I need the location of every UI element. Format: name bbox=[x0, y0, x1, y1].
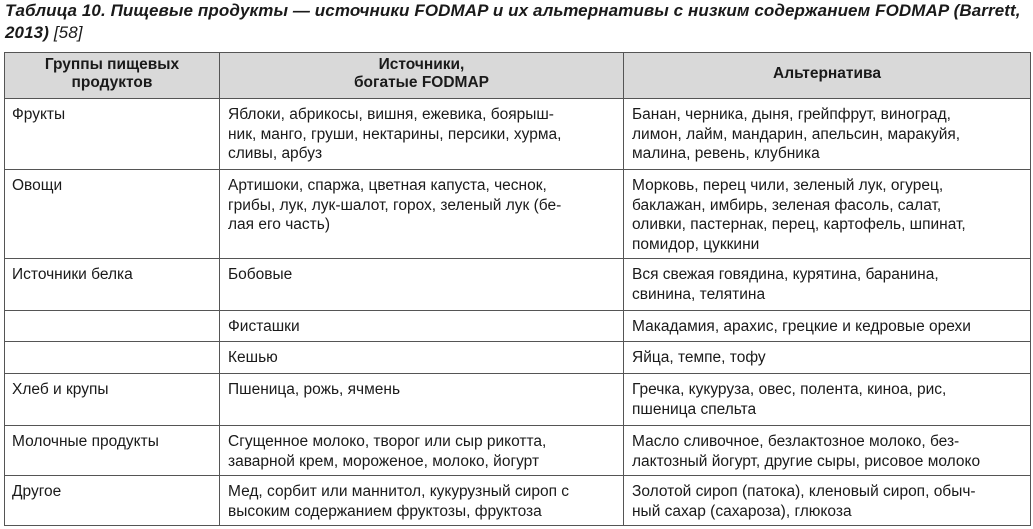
table-row bbox=[5, 374, 1031, 426]
cell-group: Молочные продукты bbox=[5, 426, 220, 476]
table-caption bbox=[5, 0, 1029, 44]
cell-group bbox=[5, 311, 220, 342]
cell-alternative: Морковь, перец чили, зеленый лук, огурец, баклажан, имбирь, зеленая фасоль, салат, оливки, пастернак, перец, картофель, шпинат, помидор, цуккини bbox=[624, 170, 1031, 259]
table-row bbox=[5, 170, 1031, 259]
cell-group: Другое bbox=[5, 476, 220, 526]
cell-group bbox=[5, 342, 220, 374]
cell-alternative: Золотой сироп (патока), кленовый сироп, обыч- ный сахар (сахароза), глюкоза bbox=[624, 476, 1031, 526]
table-header-row bbox=[5, 53, 1031, 99]
table-row bbox=[5, 342, 1031, 374]
caption-title: Таблица 10. Пищевые продукты — источники FODMAP и их альтернативы с низким содержанием FODMAP bbox=[5, 1, 949, 20]
cell-group: Овощи bbox=[5, 170, 220, 259]
cell-alternative: Банан, черника, дыня, грейпфрут, виноград, лимон, лайм, мандарин, апельсин, маракуйя, малина, ревень, клубника bbox=[624, 99, 1031, 170]
cell-alternative: Гречка, кукуруза, овес, полента, киноа, рис, пшеница спельта bbox=[624, 374, 1031, 426]
cell-alternative: Масло сливочное, безлактозное молоко, без- лактозный йогурт, другие сыры, рисовое молоко bbox=[624, 426, 1031, 476]
table-row bbox=[5, 99, 1031, 170]
cell-sources: Кешью bbox=[220, 342, 624, 374]
cell-sources: Сгущенное молоко, творог или сыр рикотта, заварной крем, мороженое, молоко, йогурт bbox=[220, 426, 624, 476]
caption-source: (Barrett, 2013) bbox=[5, 1, 1021, 42]
fodmap-table bbox=[4, 52, 1031, 526]
cell-alternative: Вся свежая говядина, курятина, баранина, свинина, телятина bbox=[624, 259, 1031, 311]
cell-group: Фрукты bbox=[5, 99, 220, 170]
header-sources-line2: богатые FODMAP bbox=[353, 74, 490, 91]
header-food-groups bbox=[5, 53, 220, 99]
cell-sources: Фисташки bbox=[220, 311, 624, 342]
cell-group: Источники белка bbox=[5, 259, 220, 311]
table-row bbox=[5, 426, 1031, 476]
cell-alternative: Яйца, темпе, тофу bbox=[624, 342, 1031, 374]
cell-sources: Пшеница, рожь, ячмень bbox=[220, 374, 624, 426]
cell-sources: Мед, сорбит или маннитол, кукурузный сироп с высоким содержанием фруктозы, фруктоза bbox=[220, 476, 624, 526]
header-alternative: Альтернатива bbox=[624, 53, 1031, 99]
table-row bbox=[5, 311, 1031, 342]
cell-group: Хлеб и крупы bbox=[5, 374, 220, 426]
cell-sources: Бобовые bbox=[220, 259, 624, 311]
header-fodmap-sources bbox=[220, 53, 624, 99]
header-food-groups-line1: Группы пищевых bbox=[44, 56, 180, 73]
header-food-groups-line2: продуктов bbox=[71, 74, 153, 91]
cell-sources: Яблоки, абрикосы, вишня, ежевика, боярыш- ник, манго, груши, нектарины, персики, хурма, сливы, арбуз bbox=[220, 99, 624, 170]
table-row bbox=[5, 476, 1031, 526]
cell-alternative: Макадамия, арахис, грецкие и кедровые орехи bbox=[624, 311, 1031, 342]
header-sources-line1: Источники, bbox=[378, 56, 465, 73]
cell-sources: Артишоки, спаржа, цветная капуста, чеснок, грибы, лук, лук-шалот, горох, зеленый лук (бе- лая его часть) bbox=[220, 170, 624, 259]
caption-reference: [58] bbox=[53, 23, 83, 42]
table-row bbox=[5, 259, 1031, 311]
